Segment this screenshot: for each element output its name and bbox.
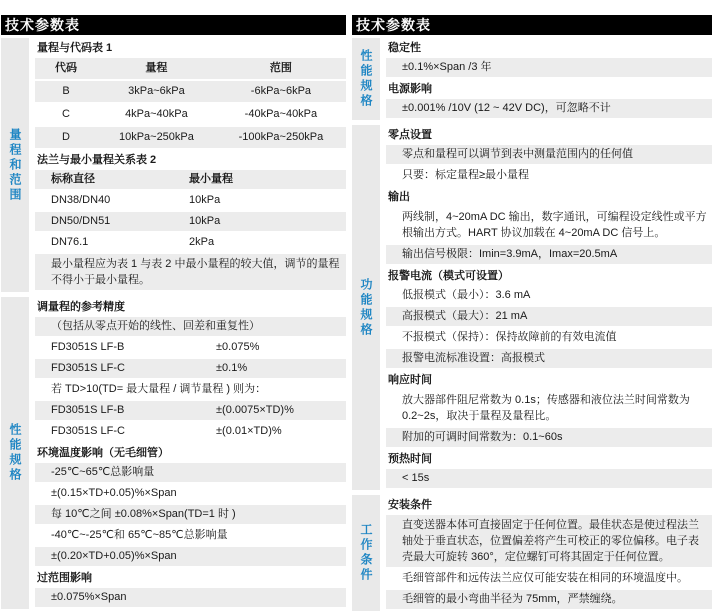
- temperature-row: ±(0.20×TD+0.05)%×Span: [35, 547, 346, 566]
- table2-cell: DN38/DN40: [51, 194, 111, 206]
- table2-header-row: [35, 170, 346, 189]
- right-sidebar-performance: [352, 38, 380, 120]
- accuracy-title: 调量程的参考精度: [37, 301, 125, 313]
- accuracy-model: FD3051S LF-C: [51, 425, 125, 437]
- temperature-row: -25℃~65℃总影响量: [35, 463, 346, 482]
- alarm-row: 报警电流标准设置：高报模式: [386, 349, 712, 368]
- table1-cell: 10kPa~250kPa: [118, 131, 194, 143]
- overrange-row: ±0.075%×Span: [35, 588, 346, 607]
- accuracy-value: ±(0.01×TD)%: [216, 425, 282, 437]
- accuracy-model: FD3051S LF-C: [51, 362, 125, 374]
- alarm-title: 报警电流（模式可设置）: [388, 270, 509, 282]
- table1-title: 量程与代码表 1: [37, 42, 113, 54]
- warmup-row: < 15s: [386, 469, 712, 488]
- accuracy-value: ±(0.0075×TD)%: [216, 404, 294, 416]
- table1-cell: 4kPa~40kPa: [125, 108, 188, 120]
- table1-cell: -100kPa~250kPa: [238, 131, 324, 143]
- left-panel: [1, 15, 346, 614]
- temperature-title: 环境温度影响（无毛细管）: [37, 447, 169, 459]
- temperature-row: ±(0.15×TD+0.05)%×Span: [51, 487, 177, 499]
- response-title: 响应时间: [388, 374, 432, 386]
- install-row: 毛细管部件和远传法兰应仅可能安装在相同的环境温度中。: [402, 572, 688, 584]
- power-row: ±0.001% /10V (12 ~ 42V DC)，可忽略不计: [386, 99, 712, 118]
- right-sidebar-conditions: [352, 495, 380, 611]
- table-row: [35, 81, 346, 102]
- alarm-row: 高报模式（最大）：21 mA: [386, 307, 712, 326]
- table-row: [35, 233, 346, 252]
- response-row: 附加的可调时间常数为：0.1~60s: [386, 428, 712, 447]
- table-row: [35, 191, 346, 210]
- install-title: 安装条件: [388, 499, 432, 511]
- table2-cell: 10kPa: [189, 215, 221, 227]
- accuracy-row: [35, 422, 346, 441]
- alarm-row: 低报模式（最小）：3.6 mA: [402, 289, 531, 301]
- table1-cell: 3kPa~6kPa: [128, 85, 185, 97]
- table2-cell: DN76.1: [51, 236, 89, 248]
- response-row: 放大器部件阻尼常数为 0.1s；传感器和液位法兰时间常数为 0.2~2s，取决于量程及量程比。: [402, 394, 690, 422]
- right-sidebar-performance-label: 性能规格: [359, 49, 373, 109]
- table2-header-diameter: 标称直径: [51, 173, 95, 185]
- left-group-range: [1, 38, 346, 292]
- right-panel-title: 技术参数表: [352, 15, 712, 35]
- accuracy-row: [35, 338, 346, 357]
- left-panel-title: 技术参数表: [1, 15, 346, 35]
- table2-title: 法兰与最小量程关系表 2: [37, 154, 157, 166]
- table2-header-minspan: 最小量程: [189, 173, 233, 185]
- right-sidebar-function-label: 功能规格: [359, 277, 373, 338]
- table1-cell: D: [62, 131, 70, 143]
- accuracy-model: FD3051S LF-B: [51, 404, 125, 416]
- overrange-title: 过范围影响: [37, 572, 92, 584]
- install-row: 直变送器本体可直接固定于任何位置。最佳状态是使过程法兰轴处于垂直状态，位置偏差将产生可校正的零位偏移。电子表壳最大可旋转 360°，定位螺钉可将其固定于任何位置。: [386, 515, 712, 567]
- accuracy-model: FD3051S LF-B: [51, 341, 125, 353]
- warmup-title: 预热时间: [388, 453, 432, 465]
- output-row: 输出信号极限：Imin=3.9mA，Imax=20.5mA: [386, 245, 712, 264]
- table1-cell: -6kPa~6kPa: [250, 85, 312, 97]
- power-title: 电源影响: [388, 83, 432, 95]
- right-group-performance: [352, 38, 712, 120]
- output-row: 两线制，4~20mA DC 输出，数字通讯，可编程设定线性或平方根输出方式。HART 协议加载在 4~20mA DC 信号上。: [402, 211, 707, 239]
- left-sidebar-range: [1, 38, 29, 292]
- table-row: [35, 212, 346, 231]
- zero-row: 零点和量程可以调节到表中测量范围内的任何值: [386, 145, 712, 164]
- accuracy-row: [35, 401, 346, 420]
- accuracy-row: 若 TD>10(TD= 最大量程 / 调节量程 ) 则为：: [51, 383, 267, 395]
- stability-row: ±0.1%×Span /3 年: [386, 58, 712, 77]
- temperature-row: 每 10℃之间 ±0.08%×Span(TD=1 时 ): [35, 505, 346, 524]
- accuracy-value: ±0.075%: [216, 341, 260, 353]
- right-sidebar-conditions-label: 工作条件: [359, 523, 373, 583]
- right-group-function: [352, 125, 712, 490]
- table2-cell: 10kPa: [189, 194, 221, 206]
- left-sidebar-performance-label: 性能规格: [8, 423, 22, 483]
- install-row: 毛细管的最小弯曲半径为 75mm，严禁缠绕。: [386, 590, 712, 609]
- table1-cell: B: [62, 85, 70, 97]
- right-group-conditions: [352, 495, 712, 611]
- table1-cell: -40kPa~40kPa: [244, 108, 318, 120]
- accuracy-row: [35, 359, 346, 378]
- alarm-row: 不报模式（保持）：保持故障前的有效电流值: [402, 331, 617, 343]
- table1-header-range: 范围: [269, 62, 292, 74]
- right-panel: [352, 15, 712, 616]
- left-group-performance: [1, 297, 346, 609]
- zero-row: 只要：标定量程≥最小量程: [402, 169, 530, 181]
- table-row: [35, 104, 346, 125]
- accuracy-row: （包括从零点开始的线性、回差和重复性）: [35, 317, 346, 336]
- table1-header-span: 量程: [145, 62, 168, 74]
- stability-title: 稳定性: [388, 42, 421, 54]
- output-title: 输出: [388, 191, 410, 203]
- table-row: [35, 127, 346, 148]
- table1-header-code: 代码: [55, 62, 77, 74]
- table1-header-row: [35, 58, 346, 79]
- left-sidebar-range-label: 量程和范围: [8, 127, 22, 203]
- temperature-row: -40℃~-25℃和 65℃~85℃总影响量: [51, 529, 228, 541]
- accuracy-value: ±0.1%: [216, 362, 248, 374]
- table2-note: 最小量程应为表 1 与表 2 中最小量程的较大值，调节的量程不得小于最小量程。: [35, 254, 346, 290]
- table1-cell: C: [62, 108, 70, 120]
- left-sidebar-performance: [1, 297, 29, 609]
- table2-cell: 2kPa: [189, 236, 215, 248]
- right-sidebar-function: [352, 125, 380, 490]
- zero-title: 零点设置: [388, 129, 432, 141]
- table2-cell: DN50/DN51: [51, 215, 111, 227]
